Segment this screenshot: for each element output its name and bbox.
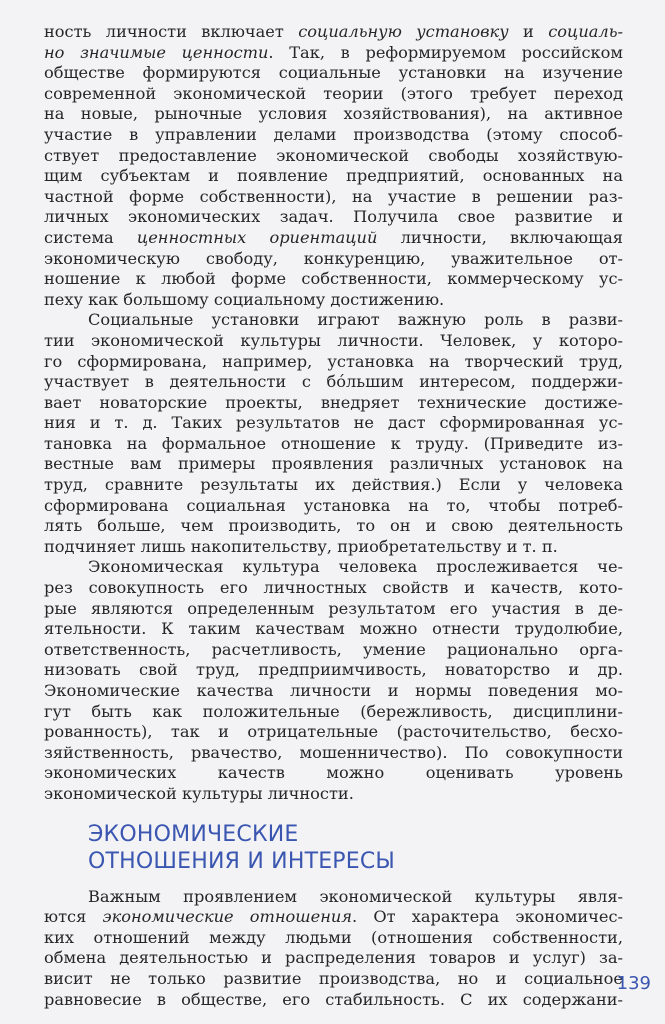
text-line: экономических качеств можно оценивать уровень (44, 763, 623, 783)
paragraph-3 (44, 557, 623, 804)
text-line: вестные вам примеры проявления различных установок на (44, 454, 623, 474)
paragraph-4 (44, 887, 623, 1011)
text-line: частной форме собственности), на участие в решении раз- (44, 186, 623, 206)
italic-term: социальную установку (298, 22, 509, 41)
text-line: ются экономические отношения. От характера экономичес- (44, 907, 623, 927)
paragraph-1 (44, 22, 623, 310)
page-number: 139 (616, 973, 651, 994)
text-line: ятельности. К таким качествам можно отнести трудолюбие, (44, 619, 623, 639)
text-line: личных экономических задач. Получила свое развитие и (44, 207, 623, 227)
text-line: равновесие в обществе, его стабильность. С их содержани- (44, 989, 623, 1009)
text-line: рые являются определенным результатом его участия в де- (44, 598, 623, 618)
text-line: Экономическая культура человека прослеживается че- (88, 557, 623, 577)
text-line: низовать свой труд, предприимчивость, новаторство и др. (44, 660, 623, 680)
text-line: лять больше, чем производить, то он и свою деятельность (44, 516, 623, 536)
section-heading-line-1: ЭКОНОМИЧЕСКИЕ (88, 821, 299, 847)
text-line: обмена деятельностью и распределения товаров и услуг) за- (44, 948, 623, 968)
text-line: сформирована социальная установка на то, чтобы потреб- (44, 495, 623, 515)
text-line: гут быть как положительные (бережливость, дисциплини- (44, 701, 623, 721)
text-line: на новые, рыночные условия хозяйствования), на активное (44, 104, 623, 124)
text-line: Социальные установки играют важную роль в разви- (88, 310, 623, 330)
text-line: экономическую свободу, конкуренцию, уважительное от- (44, 248, 623, 268)
italic-term: экономические отношения (102, 907, 353, 927)
text-line: ких отношений между людьми (отношения собственности, (44, 927, 623, 947)
italic-term: ценностных ориентаций (136, 227, 378, 247)
text-line: го сформирована, например, установка на творческий труд, (44, 351, 623, 371)
text-line: современной экономической теории (этого требует переход (44, 83, 623, 103)
text-line: система ценностных ориентаций личности, включающая (44, 227, 624, 247)
text-line: ствует предоставление экономической свободы хозяйствую- (44, 145, 623, 165)
text-line: тановка на формальное отношение к труду. (Приведите из- (44, 433, 623, 453)
text-line: ответственность, расчетливость, умение рационально орга- (44, 639, 623, 659)
text-line: подчиняет лишь накопительству, приобретательству и т. п. (44, 536, 558, 556)
text-line: обществе формируются социальные установки на изучение (44, 63, 623, 83)
text-line: участие в управлении делами производства (этому способ- (44, 124, 623, 144)
text-line: зяйственность, рвачество, мошенничество). По совокупности (44, 742, 623, 762)
text-line: участвует в деятельности с бóльшим интересом, поддержи- (44, 372, 623, 392)
text-line: висит не только развитие производства, но и социальное (44, 968, 623, 988)
text-line: Экономические качества личности и нормы поведения мо- (44, 681, 623, 700)
text-line: ность личности включает социальную установку и социаль- (44, 22, 623, 41)
text-line: труд, сравните результаты их действия.) Если у человека (44, 475, 623, 495)
text-line: ношение к любой форме собственности, коммерческому ус- (44, 269, 623, 289)
text-line: щим субъектам и появление предприятий, основанных на (44, 166, 623, 186)
section-heading-line-2: ОТНОШЕНИЯ И ИНТЕРЕСЫ (88, 848, 396, 874)
italic-term: но значимые ценности (44, 42, 269, 62)
section-heading (44, 821, 623, 875)
text-line: но значимые ценности. Так, в реформируемом российском (44, 42, 624, 62)
text-line: экономической культуры личности. (44, 783, 354, 803)
italic-term: социаль- (548, 22, 623, 41)
text-line: пеху как большому социальному достижению. (44, 289, 445, 309)
text-line: Важным проявлением экономической культуры явля- (88, 886, 623, 906)
text-line: тии экономической культуры личности. Человек, у которо- (44, 330, 623, 350)
text-line: вает новаторские проекты, внедряет технические достиже- (44, 392, 623, 412)
text-line: ния и т. д. Таких результатов не даст сформированная ус- (44, 413, 623, 433)
text-line: рованность), так и отрицательные (расточительство, бесхо- (44, 722, 623, 742)
paragraph-2 (44, 310, 623, 557)
text-line: рез совокупность его личностных свойств и качеств, кото- (44, 578, 623, 598)
